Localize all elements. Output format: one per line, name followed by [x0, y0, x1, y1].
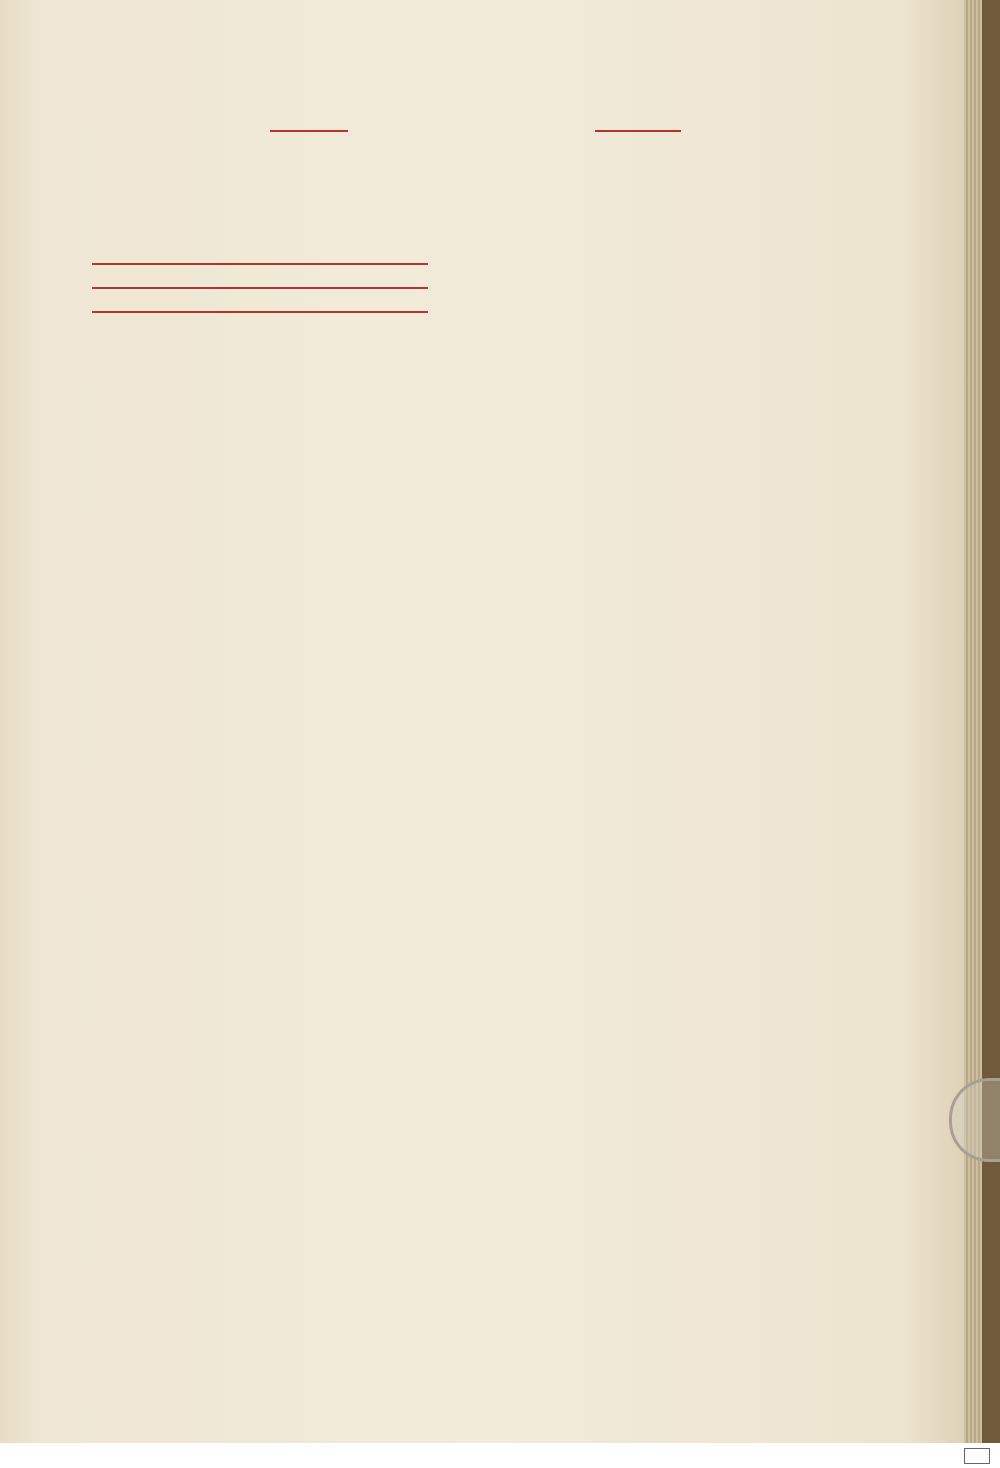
- running-title-right-rule: [595, 130, 681, 132]
- page-edge-stack: [964, 0, 982, 1443]
- heading-underline-1: [92, 263, 428, 265]
- heading-underline-2: [92, 287, 428, 289]
- dfg-logo: [964, 1448, 990, 1464]
- footer-bar: [0, 1443, 1000, 1468]
- decorated-initial: [62, 322, 122, 386]
- heading-underline-3: [92, 311, 428, 313]
- running-title-left-rule: [270, 130, 348, 132]
